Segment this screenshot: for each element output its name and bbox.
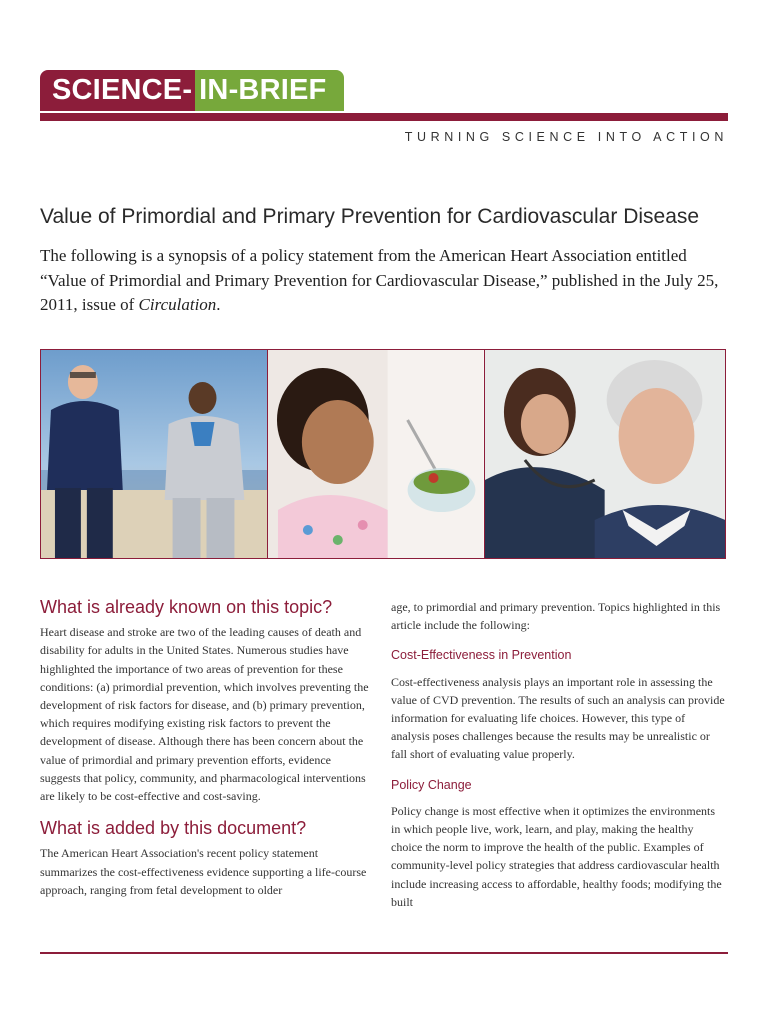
masthead-rule <box>40 113 728 121</box>
paragraph-topics-intro: age, to primordial and primary prevention. Topics highlighted in this article include the following: <box>391 600 721 633</box>
right-column <box>391 598 725 911</box>
footer-rule <box>40 952 728 954</box>
subheading-cost-effectiveness: Cost-Effectiveness in Prevention <box>391 648 572 663</box>
document-title: Value of Primordial and Primary Prevention for Cardiovascular Disease <box>40 205 700 228</box>
subheading-policy-change: Policy Change <box>391 777 472 792</box>
photo-men-walking-beach <box>41 350 267 558</box>
intro-paragraph <box>40 244 730 318</box>
tagline: TURNING SCIENCE INTO ACTION <box>404 130 728 144</box>
journal-name: Circulation <box>138 295 217 314</box>
paragraph-policy-change: Policy change is most effective when it optimizes the environments in which people live, work, learn, and play, making the healthy choice the norm to improve the health of the public. Examples of community-level policy strategies that address cardiovascular health include increasing access to affordable, healthy foods; modifying the built <box>391 803 722 909</box>
heading-added-by-document: What is added by this document? <box>40 818 307 839</box>
paragraph-cost-effectiveness: Cost-effectiveness analysis plays an important role in assessing the value of CVD prevention. The results of such an analysis can provide information for evaluating life choices. However, this type of analysis poses challenges because the results may be unrealistic or fall short of evaluating value properly. <box>391 674 725 762</box>
photo-nurse-with-patient <box>484 350 725 558</box>
intro-text: The following is a synopsis of a policy statement from the American Heart Association entitled “Value of Primordial and Primary Prevention for Cardiovascular Disease,” published in the July 25, 2011, issue of <box>40 246 719 314</box>
paragraph-added-by-document: The American Heart Association's recent policy statement summarizes the cost-effectiveness evidence supporting a life-course approach, ranging from fetal development to older <box>40 846 367 897</box>
masthead-science: SCIENCE- <box>40 70 195 111</box>
masthead-logo <box>40 70 344 111</box>
masthead-in-brief: IN-BRIEF <box>195 70 344 111</box>
photo-strip <box>40 349 726 559</box>
left-column <box>40 598 374 899</box>
paragraph-already-known: Heart disease and stroke are two of the leading causes of death and disability for adults in the United States. Numerous studies have highlighted the importance of two areas of prevention for these conditions: (a) primordial prevention, which involves preventing the development of risk factors for disease, and (b) primary prevention, which requires modifying existing risk factors to prevent the development of disease. Although there has been concern about the value of primordial and primary prevention efforts, evidence suggests that policy, community, and pharmacological interventions are likely to be cost-effective and cost-saving. <box>40 625 369 804</box>
intro-end: . <box>216 295 221 314</box>
heading-already-known: What is already known on this topic? <box>40 597 333 617</box>
photo-girl-eating-salad <box>267 350 483 558</box>
